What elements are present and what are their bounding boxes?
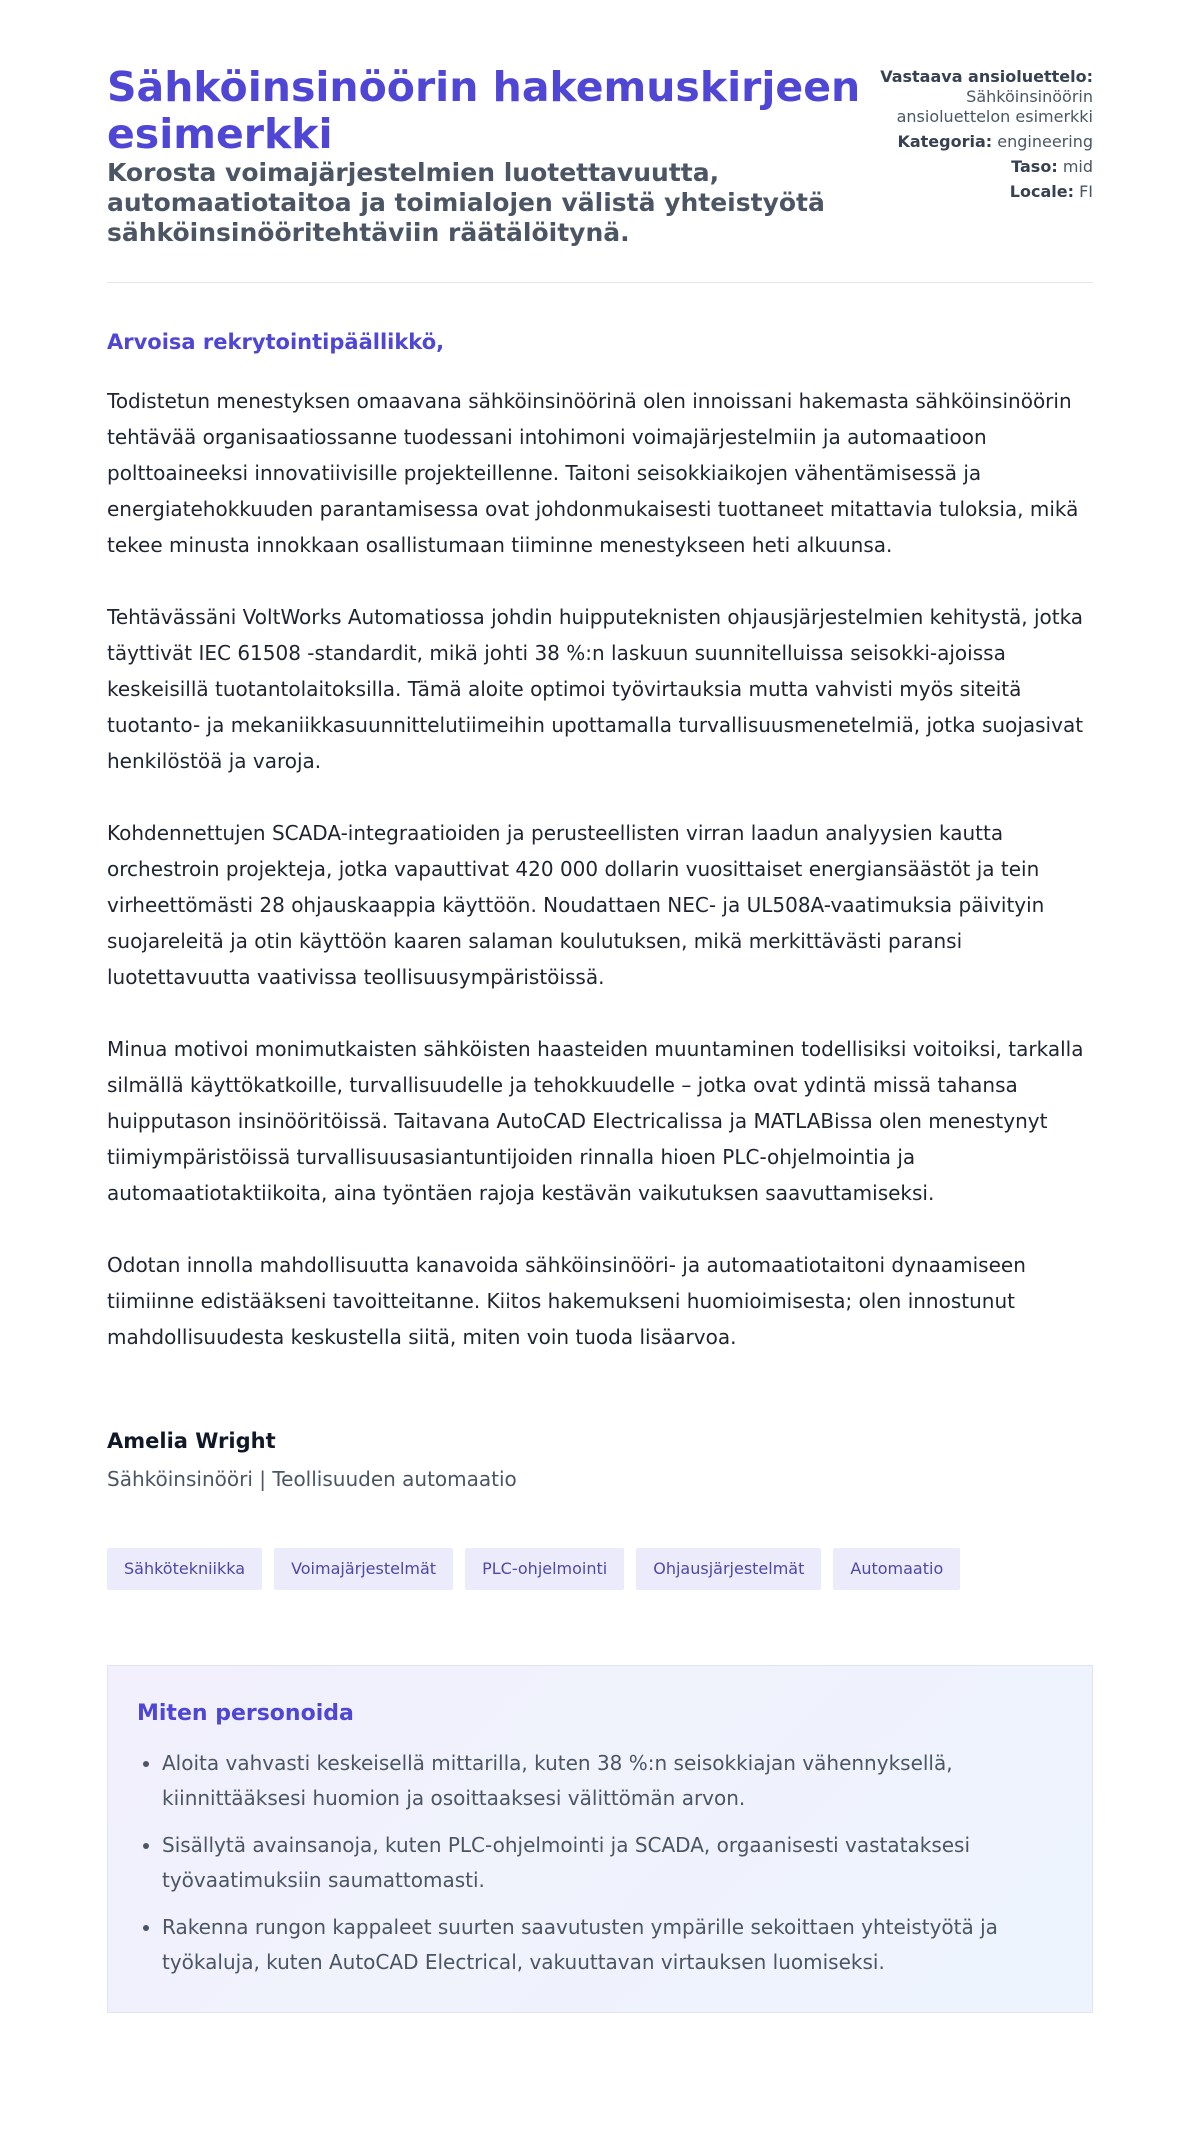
signature-role: Sähköinsinööri | Teollisuuden automaatio <box>107 1467 517 1491</box>
meta-locale-value: FI <box>1079 182 1093 201</box>
personalization-tips-box <box>107 1665 1093 2013</box>
meta-category-label: Kategoria: <box>897 132 993 151</box>
skill-tag: Sähkötekniikka <box>107 1548 262 1590</box>
meta-resume-label: Vastaava ansioluettelo: <box>880 67 1093 86</box>
letter-paragraph: Tehtävässäni VoltWorks Automatiossa johdin huipputeknisten ohjausjärjestelmien kehitystä, jotka täyttivät IEC 61508 -standardit, mikä johti 38 %:n laskuun suunnitelluissa seisokki-ajoissa keskeisillä tuotantolaitoksilla. Tämä aloite optimoi työvirtauksia mutta vahvisti myös siteitä tuotanto- ja mekaniikkasuunnittelutiimeihin upottamalla turvallisuusmenetelmiä, jotka suojasivat henkilöstöä ja varoja. <box>107 605 1084 773</box>
meta-locale <box>864 182 1093 202</box>
letter-paragraph: Todistetun menestyksen omaavana sähköinsinöörinä olen innoissani hakemasta sähköinsinöörin tehtävää organisaatiossanne tuodessani intohimoni voimajärjestelmiin ja automaatioon polttoaineeksi innovatiivisille projekteillenne. Taitoni seisokkiaikojen vähentämisessä ja energiatehokkuuden parantamisessa ovat johdonmukaisesti tuottaneet mitattavia tuloksia, mikä tekee minusta innokkaan osallistumaan tiiminne menestykseen heti alkuunsa. <box>107 389 1079 557</box>
page-title: Sähköinsinöörin hakemuskirjeen esimerkki <box>107 63 861 158</box>
meta-level-value: mid <box>1062 157 1093 176</box>
skill-tag: PLC-ohjelmointi <box>465 1548 624 1590</box>
salutation: Arvoisa rekrytointipäällikkö, <box>107 330 445 354</box>
letter-paragraph: Minua motivoi monimutkaisten sähköisten haasteiden muuntaminen todellisiksi voitoiksi, tarkalla silmällä käyttökatkoille, turvallisuudelle ja tehokkuudelle – jotka ovat ydintä missä tahansa huipputason insinööritöissä. Taitavana AutoCAD Electricalissa ja MATLABissa olen menestynyt tiimiympäristöissä turvallisuusasiantuntijoiden rinnalla hioen PLC-ohjelmointia ja automaatiotaktiikoita, aina työntäen rajoja kestävän vaikutuksen saavuttamiseksi. <box>107 1037 1084 1205</box>
meta-category <box>864 132 1093 152</box>
skill-tag: Automaatio <box>833 1548 960 1590</box>
meta-resume <box>864 67 1093 127</box>
meta-level-label: Taso: <box>1011 157 1058 176</box>
tip-item: • Aloita vahvasti keskeisellä mittarilla, kuten 38 %:n seisokkiajan vähennyksellä, kiinnittääksesi huomion ja osoittaaksesi välittömän arvon. <box>162 1746 1063 1816</box>
letter-paragraph: Kohdennettujen SCADA-integraatioiden ja perusteellisten virran laadun analyysien kautta orchestroin projekteja, jotka vapauttivat 420 000 dollarin vuosittaiset energiansäästöt ja tein virheettömästi 28 ohjauskaappia käyttöön. Noudattaen NEC- ja UL508A-vaatimuksia päivityin suojareleitä ja otin käyttöön kaaren salaman koulutuksen, mikä merkittävästi paransi luotettavuutta vaativissa teollisuusympäristöissä. <box>107 821 1045 989</box>
skill-tag: Voimajärjestelmät <box>274 1548 453 1590</box>
meta-level <box>864 157 1093 177</box>
skill-tags <box>107 1548 1093 1590</box>
signature-name: Amelia Wright <box>107 1429 276 1453</box>
skill-tag: Ohjausjärjestelmät <box>636 1548 821 1590</box>
meta-locale-label: Locale: <box>1009 182 1074 201</box>
tip-item: • Rakenna rungon kappaleet suurten saavutusten ympärille sekoittaen yhteistyötä ja työkaluja, kuten AutoCAD Electrical, vakuuttavan virtauksen luomiseksi. <box>162 1910 1063 1980</box>
page-header <box>107 64 1093 283</box>
title-block <box>107 64 864 248</box>
letter-paragraph: Odotan innolla mahdollisuutta kanavoida sähköinsinööri- ja automaatiotaitoni dynaamiseen tiimiinne edistääkseni tavoitteitanne. Kiitos hakemukseni huomioimisesta; olen innostunut mahdollisuudesta keskustella siitä, miten voin tuoda lisäarvoa. <box>107 1253 1026 1349</box>
meta-resume-value: Sähköinsinöörin ansioluettelon esimerkki <box>896 87 1093 126</box>
meta-category-value: engineering <box>997 132 1093 151</box>
meta-panel <box>864 64 1093 207</box>
page-subtitle: Korosta voimajärjestelmien luotettavuutta, automaatiotaitoa ja toimialojen välistä yhteistyötä sähköinsinööritehtäviin räätälöitynä. <box>107 158 825 247</box>
tip-item: • Sisällytä avainsanoja, kuten PLC-ohjelmointi ja SCADA, orgaanisesti vastataksesi työvaatimuksiin saumattomasti. <box>162 1828 1063 1898</box>
tips-list <box>137 1746 1063 1980</box>
tips-title: Miten personoida <box>137 1701 354 1726</box>
